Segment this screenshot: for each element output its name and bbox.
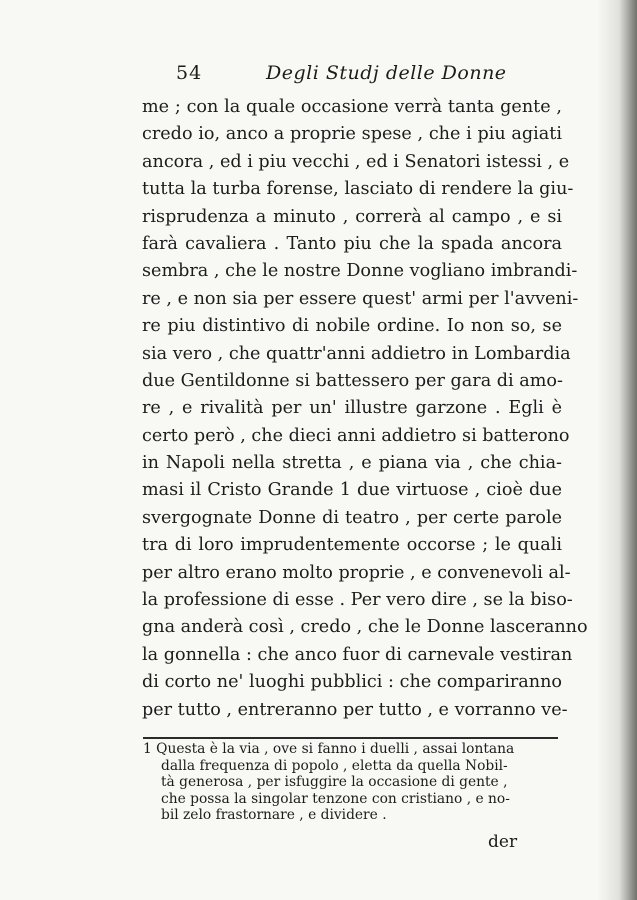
text-line: tra di loro imprudentemente occorse ; le quali (142, 535, 562, 556)
text-line: certo però , che dieci anni addietro si batterono (142, 425, 570, 446)
text-line: gna anderà così , credo , che le Donne lasceranno (142, 617, 588, 638)
body-text (142, 94, 588, 724)
footnote (143, 741, 553, 824)
text-line: due Gentildonne si battessero per gara di amo- (142, 370, 563, 391)
text-line: re , e rivalità per un' illustre garzone . Egli è (142, 398, 562, 419)
text-line: risprudenza a minuto , correrà al campo , e si (142, 206, 562, 227)
footnote-line: dalla frequenza di popolo , eletta da quella Nobil- (161, 757, 508, 774)
catchword: der (488, 832, 518, 852)
text-line: per altro erano molto proprie , e convenevoli al- (142, 562, 571, 583)
text-line: sia vero , che quattr'anni addietro in Lombardia (142, 343, 571, 364)
text-line: masi il Cristo Grande 1 due virtuose , cioè due (142, 480, 562, 501)
text-line: di corto ne' luoghi pubblici : che compariranno (142, 672, 562, 693)
page-number: 54 (176, 62, 203, 84)
page-edge-shadow (597, 0, 637, 900)
text-line: sembra , che le nostre Donne vogliano imbrandi- (142, 261, 578, 282)
text-line: in Napoli nella stretta , e piana via , che chia- (142, 453, 562, 474)
footnote-line: bil zelo frastornare , e dividere . (161, 807, 387, 824)
footnote-line: che possa la singolar tenzone con cristiano , e no- (161, 790, 510, 807)
text-line: re , e non sia per essere quest' armi per l'avveni- (142, 288, 579, 309)
text-line: tutta la turba forense, lasciato di rendere la giu- (142, 179, 574, 200)
footnote-rule (143, 737, 558, 739)
text-line: ancora , ed i piu vecchi , ed i Senatori istessi , e (142, 151, 570, 172)
footnote-line: 1 Questa è la via , ove si fanno i duelli , assai lontana (143, 741, 515, 757)
text-line: la professione di esse . Per vero dire , se la biso- (142, 590, 573, 611)
text-line: farà cavaliera . Tanto piu che la spada ancora (142, 233, 562, 254)
footnote-line: tà generosa , per isfuggire la occasione di gente , (161, 774, 508, 791)
text-line: svergognate Donne di teatro , per certe parole (142, 507, 562, 528)
text-line: per tutto , entreranno per tutto , e vorranno ve- (142, 699, 568, 720)
text-line: la gonnella : che anco fuor di carnevale vestiran (142, 644, 573, 665)
text-line: me ; con la quale occasione verrà tanta gente , (142, 97, 562, 117)
running-title: Degli Studj delle Donne (266, 62, 507, 84)
text-line: credo io, anco a proprie spese , che i piu agiati (142, 124, 562, 145)
page-header (148, 62, 548, 90)
text-line: re piu distintivo di nobile ordine. Io non so, se (142, 316, 562, 337)
